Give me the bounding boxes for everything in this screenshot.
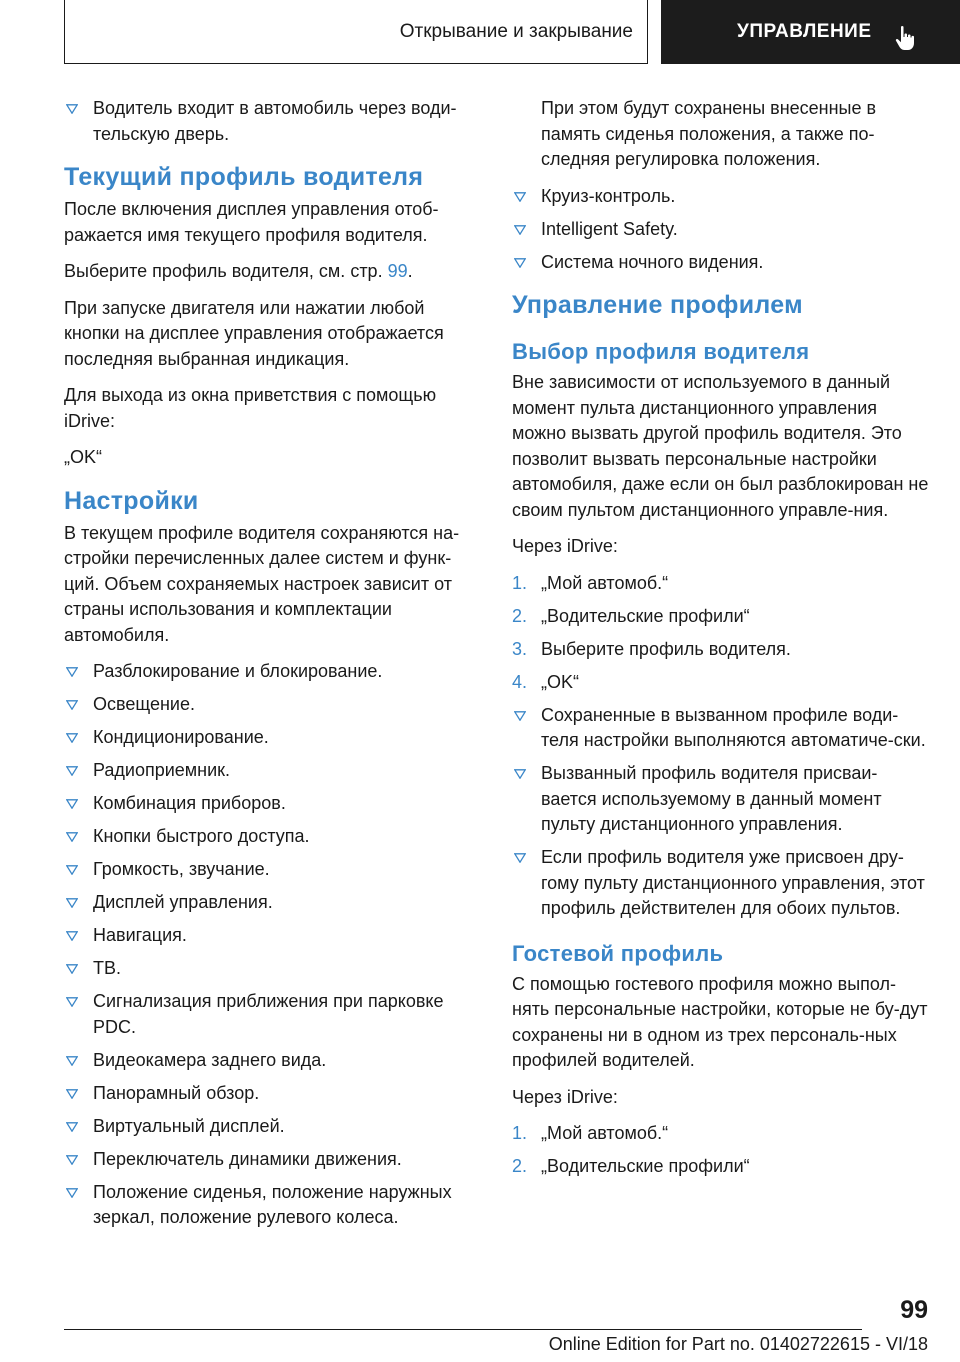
list-item: Разблокирование и блокирование. [64,659,478,685]
step-text: „Мой автомоб.“ [541,1123,669,1143]
list-item: Переключатель динамики движения. [64,1147,478,1173]
list-item: Вызванный профиль водителя присваи-вается используемому в данный момент пульту дистанционного управления. [512,761,932,838]
bullet-triangle-icon [66,1188,78,1198]
list-item: Сигнализация приближения при парковке PDC. [64,989,478,1040]
step-number: 3. [512,638,528,659]
step-item [512,670,932,696]
right-column [512,96,932,1187]
list-item: Круиз-контроль. [512,184,932,210]
bullet-triangle-icon [514,225,526,235]
chapter-title: УПРАВЛЕНИЕ [737,21,872,42]
step-number: 1. [512,1123,528,1143]
step-text: „Водительские профили“ [541,605,750,626]
paragraph: Выберите профиль водителя, см. стр. 99. [64,261,413,281]
step-text: „Водительские профили“ [541,1156,750,1176]
step-number: 2. [512,1156,528,1176]
list-item: Освещение. [64,692,478,718]
list-item: Водитель входит в автомобиль через води-тельскую дверь. [64,96,478,147]
heading-guest-profile: Гостевой профиль [512,940,724,966]
heading-select-profile: Выбор профиля водителя [512,339,810,364]
step-number: 4. [512,671,528,692]
list-item: Сохраненные в вызванном профиле води-теля настройки выполняются автоматиче-ски. [512,703,932,754]
paragraph: Вне зависимости от используемого в данный момент пульта дистанционного управления можно вызвать другой профиль водителя. Это позволит вызвать персональные настройки автомобиля, даже если он был разблокирован не своим пультом дистанционного управле-ния. [512,372,929,520]
list-item: Радиоприемник. [64,758,478,784]
list-item: Громкость, звучание. [64,857,478,883]
bullet-triangle-icon [66,964,78,974]
list-item: Виртуальный дисплей. [64,1114,478,1140]
heading-settings: Настройки [64,486,199,515]
bullet-triangle-icon [66,997,78,1007]
step-item [512,1154,932,1180]
bullet-triangle-icon [66,1056,78,1066]
step-item [512,571,932,597]
paragraph: В текущем профиле водителя сохраняются на-стройки перечисленных далее систем и функ-ций. Объем сохраняемых настроек зависит от страны использования и комплектации автомобиля. [64,522,460,645]
page-link[interactable]: 99 [387,261,408,281]
bullet-triangle-icon [514,853,526,863]
bullet-triangle-icon [66,700,78,710]
paragraph: Для выхода из окна приветствия с помощью iDrive: [64,385,437,431]
footer-rule [64,1329,862,1330]
paragraph: С помощью гостевого профиля можно выпол-нять персональные настройки, которые не бу-дут сохранены ни в одном из трех персональ-ных профилей водителей. [512,973,928,1070]
bullet-triangle-icon [66,832,78,842]
list-item: Дисплей управления. [64,890,478,916]
step-item [512,604,932,630]
list-item: Положение сиденья, положение наружных зеркал, положение рулевого колеса. [64,1180,478,1231]
step-text: Выберите профиль водителя. [541,638,791,659]
step-item [512,637,932,663]
bullet-triangle-icon [514,711,526,721]
list-item: Комбинация приборов. [64,791,478,817]
list-item: Навигация. [64,923,478,949]
bullet-triangle-icon [66,898,78,908]
bullet-triangle-icon [66,667,78,677]
settings-list-continued [512,184,932,276]
paragraph: „OK“ [64,447,102,467]
list-item-continuation: При этом будут сохранены внесенные в память сиденья положения, а также по-следняя регулировка положения. [541,98,877,169]
bullet-triangle-icon [514,192,526,202]
step-item [512,1121,932,1147]
step-text: „OK“ [541,671,579,692]
bullet-triangle-icon [66,1089,78,1099]
list-item: ТВ. [64,956,478,982]
settings-list [64,659,478,1231]
section-title: Открывание и закрывание [399,20,633,42]
bullet-triangle-icon [514,258,526,268]
step-number: 1. [512,572,528,593]
paragraph: Через iDrive: [512,536,618,556]
list-item: Система ночного видения. [512,250,932,276]
list-item: Панорамный обзор. [64,1081,478,1107]
notes-list [512,703,932,922]
list-item: Intelligent Safety. [512,217,932,243]
step-number: 2. [512,605,528,626]
pointing-hand-icon [892,24,920,52]
paragraph: При запуске двигателя или нажатии любой кнопки на дисплее управления отображается последняя выбранная индикация. [64,297,444,369]
bullet-triangle-icon [66,733,78,743]
heading-profile-management: Управление профилем [512,291,803,319]
bullet-triangle-icon [66,104,78,114]
bullet-triangle-icon [66,1155,78,1165]
bullet-triangle-icon [66,766,78,776]
bullet-triangle-icon [66,931,78,941]
list-item: Видеокамера заднего вида. [64,1048,478,1074]
bullet-triangle-icon [66,1122,78,1132]
list-item: Если профиль водителя уже присвоен дру-гому пульту дистанционного управления, этот профиль действителен для обоих пультов. [512,845,932,922]
paragraph: После включения дисплея управления отоб-ражается имя текущего профиля водителя. [64,199,439,245]
left-column [64,96,478,1238]
steps-list [512,571,932,696]
bullet-triangle-icon [66,799,78,809]
heading-current-profile: Текущий профиль водителя [64,163,424,191]
steps-list [512,1121,932,1180]
list-item: Кондиционирование. [64,725,478,751]
page-number: 99 [900,1296,928,1324]
footer-edition: Online Edition for Part no. 01402722615 - VI/18 [548,1334,928,1354]
step-text: „Мой автомоб.“ [541,572,669,593]
bullet-triangle-icon [66,865,78,875]
list-item: Кнопки быстрого доступа. [64,824,478,850]
paragraph: Через iDrive: [512,1086,618,1107]
header-section-title [64,0,648,64]
bullet-triangle-icon [514,769,526,779]
